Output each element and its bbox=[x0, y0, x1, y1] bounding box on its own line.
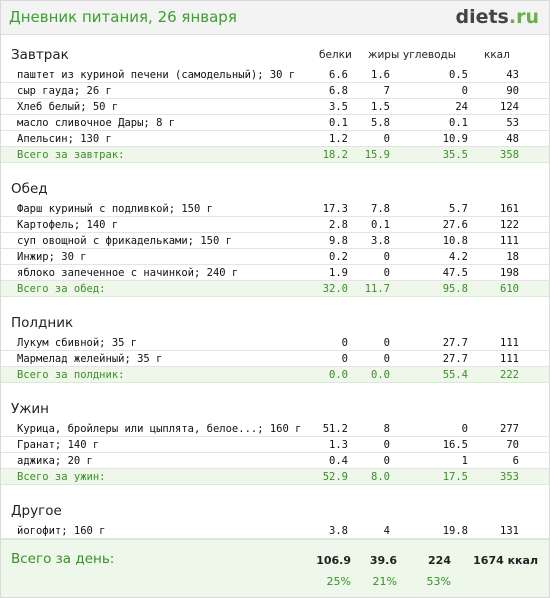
meal-total-fat: 11.7 bbox=[364, 283, 390, 295]
food-row[interactable] bbox=[1, 335, 549, 351]
food-fat: 8 bbox=[383, 423, 390, 435]
food-carbs: 0 bbox=[461, 423, 468, 435]
food-row[interactable] bbox=[1, 217, 549, 233]
meal-total-protein: 0.0 bbox=[329, 369, 348, 381]
food-fat: 0 bbox=[383, 353, 390, 365]
day-total-fat: 39.6 bbox=[369, 554, 397, 567]
food-kcal: 90 bbox=[506, 85, 519, 97]
food-protein: 3.5 bbox=[329, 101, 348, 113]
food-row[interactable] bbox=[1, 67, 549, 83]
meal-total-fat: 8.0 bbox=[371, 471, 390, 483]
food-carbs: 27.7 bbox=[442, 353, 468, 365]
food-name[interactable]: паштет из куриной печени (самодельный); 30 г bbox=[17, 69, 296, 81]
meal-section bbox=[1, 175, 549, 309]
food-protein: 6.8 bbox=[329, 85, 348, 97]
site-logo[interactable] bbox=[455, 6, 539, 28]
meal-total-carbs: 35.5 bbox=[442, 149, 468, 161]
page-header bbox=[1, 1, 549, 35]
food-carbs: 47.5 bbox=[442, 267, 468, 279]
food-fat: 0 bbox=[383, 455, 390, 467]
meal-header bbox=[1, 395, 549, 421]
food-name[interactable]: Мармелад желейный; 35 г bbox=[17, 353, 163, 365]
food-row[interactable] bbox=[1, 453, 549, 469]
food-carbs: 27.7 bbox=[442, 337, 468, 349]
meal-total-kcal: 353 bbox=[500, 471, 519, 483]
food-row[interactable] bbox=[1, 249, 549, 265]
meal-title: Ужин bbox=[11, 401, 49, 417]
day-total-carbs: 224 bbox=[428, 554, 451, 567]
day-summary bbox=[1, 539, 549, 597]
meal-total-protein: 18.2 bbox=[322, 149, 348, 161]
food-name[interactable]: яблоко запеченное с начинкой; 240 г bbox=[17, 267, 239, 279]
food-protein: 51.2 bbox=[322, 423, 348, 435]
meal-total-protein: 52.9 bbox=[322, 471, 348, 483]
food-row[interactable] bbox=[1, 437, 549, 453]
food-kcal: 122 bbox=[500, 219, 519, 231]
logo-main-text: diets bbox=[455, 6, 509, 28]
food-fat: 0 bbox=[383, 267, 390, 279]
meal-total-row bbox=[1, 281, 549, 297]
food-carbs: 10.8 bbox=[442, 235, 468, 247]
food-carbs: 5.7 bbox=[449, 203, 468, 215]
meal-total-fat: 15.9 bbox=[364, 149, 390, 161]
day-carbs-percent: 53% bbox=[426, 575, 451, 588]
meal-total-row bbox=[1, 147, 549, 163]
food-row[interactable] bbox=[1, 131, 549, 147]
food-carbs: 1 bbox=[461, 455, 468, 467]
column-header-protein: белки bbox=[319, 49, 352, 61]
section-spacer bbox=[1, 485, 549, 497]
food-name[interactable]: суп овощной с фрикадельками; 150 г bbox=[17, 235, 232, 247]
food-kcal: 43 bbox=[506, 69, 519, 81]
meal-header bbox=[1, 41, 549, 67]
meal-total-carbs: 55.4 bbox=[442, 369, 468, 381]
food-carbs: 4.2 bbox=[449, 251, 468, 263]
food-protein: 0.2 bbox=[329, 251, 348, 263]
meal-section bbox=[1, 41, 549, 175]
food-row[interactable] bbox=[1, 83, 549, 99]
food-protein: 2.8 bbox=[329, 219, 348, 231]
food-fat: 3.8 bbox=[371, 235, 390, 247]
food-row[interactable] bbox=[1, 233, 549, 249]
meal-total-carbs: 95.8 bbox=[442, 283, 468, 295]
food-carbs: 27.6 bbox=[442, 219, 468, 231]
meal-header bbox=[1, 309, 549, 335]
food-row[interactable] bbox=[1, 99, 549, 115]
day-fat-percent: 21% bbox=[372, 575, 397, 588]
meal-section bbox=[1, 309, 549, 395]
food-kcal: 111 bbox=[500, 353, 519, 365]
day-protein-percent: 25% bbox=[326, 575, 351, 588]
meal-title: Завтрак bbox=[11, 47, 69, 63]
food-kcal: 131 bbox=[500, 525, 519, 537]
food-kcal: 111 bbox=[500, 337, 519, 349]
column-header-carbs: углеводы bbox=[403, 49, 457, 61]
food-name[interactable]: Лукум сбивной; 35 г bbox=[17, 337, 138, 349]
food-row[interactable] bbox=[1, 523, 549, 539]
meal-diary-table bbox=[1, 41, 549, 551]
food-kcal: 18 bbox=[506, 251, 519, 263]
food-carbs: 0.1 bbox=[449, 117, 468, 129]
section-spacer bbox=[1, 297, 549, 309]
food-name[interactable]: сыр гауда; 26 г bbox=[17, 85, 112, 97]
food-carbs: 24 bbox=[455, 101, 468, 113]
food-protein: 0.1 bbox=[329, 117, 348, 129]
meal-total-row bbox=[1, 469, 549, 485]
food-fat: 0 bbox=[383, 337, 390, 349]
food-carbs: 19.8 bbox=[442, 525, 468, 537]
food-protein: 1.9 bbox=[329, 267, 348, 279]
meal-total-label: Всего за ужин: bbox=[17, 471, 106, 483]
food-kcal: 277 bbox=[500, 423, 519, 435]
food-fat: 0 bbox=[383, 133, 390, 145]
food-kcal: 70 bbox=[506, 439, 519, 451]
food-protein: 1.3 bbox=[329, 439, 348, 451]
food-carbs: 0.5 bbox=[449, 69, 468, 81]
food-protein: 17.3 bbox=[322, 203, 348, 215]
section-spacer bbox=[1, 163, 549, 175]
day-total-protein: 106.9 bbox=[316, 554, 351, 567]
food-name[interactable]: Инжир; 30 г bbox=[17, 251, 87, 263]
food-fat: 0 bbox=[383, 251, 390, 263]
meal-header bbox=[1, 497, 549, 523]
section-spacer bbox=[1, 383, 549, 395]
food-protein: 0 bbox=[341, 337, 348, 349]
logo-tld-text: .ru bbox=[508, 6, 539, 28]
food-name[interactable]: аджика; 20 г bbox=[17, 455, 93, 467]
food-row[interactable] bbox=[1, 351, 549, 367]
food-name[interactable]: Гранат; 140 г bbox=[17, 439, 100, 451]
meal-section bbox=[1, 395, 549, 497]
food-fat: 0.1 bbox=[371, 219, 390, 231]
food-name[interactable]: йогофит; 160 г bbox=[17, 525, 106, 537]
food-protein: 3.8 bbox=[329, 525, 348, 537]
day-total-kcal: 1674 ккал bbox=[473, 554, 538, 567]
column-header-fat: жиры bbox=[368, 49, 400, 61]
food-kcal: 53 bbox=[506, 117, 519, 129]
food-kcal: 161 bbox=[500, 203, 519, 215]
column-header-kcal: ккал bbox=[484, 49, 510, 61]
food-carbs: 16.5 bbox=[442, 439, 468, 451]
food-fat: 1.5 bbox=[371, 101, 390, 113]
food-carbs: 0 bbox=[461, 85, 468, 97]
food-kcal: 198 bbox=[500, 267, 519, 279]
food-row[interactable] bbox=[1, 115, 549, 131]
food-fat: 5.8 bbox=[371, 117, 390, 129]
food-kcal: 111 bbox=[500, 235, 519, 247]
food-name[interactable]: Хлеб белый; 50 г bbox=[17, 101, 119, 113]
food-fat: 1.6 bbox=[371, 69, 390, 81]
meal-total-label: Всего за обед: bbox=[17, 283, 106, 295]
food-row[interactable] bbox=[1, 201, 549, 217]
meal-total-carbs: 17.5 bbox=[442, 471, 468, 483]
food-protein: 1.2 bbox=[329, 133, 348, 145]
meal-title: Полдник bbox=[11, 315, 74, 331]
food-fat: 7.8 bbox=[371, 203, 390, 215]
meal-total-kcal: 358 bbox=[500, 149, 519, 161]
food-fat: 7 bbox=[383, 85, 390, 97]
meal-total-fat: 0.0 bbox=[371, 369, 390, 381]
food-kcal: 48 bbox=[506, 133, 519, 145]
food-protein: 0.4 bbox=[329, 455, 348, 467]
food-carbs: 10.9 bbox=[442, 133, 468, 145]
food-name[interactable]: Картофель; 140 г bbox=[17, 219, 119, 231]
meal-title: Другое bbox=[11, 503, 62, 519]
meal-header bbox=[1, 175, 549, 201]
meal-total-label: Всего за полдник: bbox=[17, 369, 125, 381]
page-title: Дневник питания, 26 января bbox=[9, 8, 237, 26]
meal-total-row bbox=[1, 367, 549, 383]
meal-total-protein: 32.0 bbox=[322, 283, 348, 295]
food-kcal: 124 bbox=[500, 101, 519, 113]
meal-total-label: Всего за завтрак: bbox=[17, 149, 125, 161]
food-name[interactable]: Курица, бройлеры или цыплята, белое...; 160 г bbox=[17, 423, 302, 435]
food-row[interactable] bbox=[1, 421, 549, 437]
food-protein: 0 bbox=[341, 353, 348, 365]
meal-total-kcal: 610 bbox=[500, 283, 519, 295]
meal-total-kcal: 222 bbox=[500, 369, 519, 381]
food-fat: 4 bbox=[383, 525, 390, 537]
food-kcal: 6 bbox=[512, 455, 519, 467]
meal-title: Обед bbox=[11, 181, 48, 197]
food-row[interactable] bbox=[1, 265, 549, 281]
food-name[interactable]: Апельсин; 130 г bbox=[17, 133, 112, 145]
food-protein: 9.8 bbox=[329, 235, 348, 247]
food-protein: 6.6 bbox=[329, 69, 348, 81]
food-fat: 0 bbox=[383, 439, 390, 451]
food-name[interactable]: Фарш куриный с подливкой; 150 г bbox=[17, 203, 213, 215]
food-name[interactable]: масло сливочное Дары; 8 г bbox=[17, 117, 176, 129]
day-total-label: Всего за день: bbox=[11, 551, 115, 567]
